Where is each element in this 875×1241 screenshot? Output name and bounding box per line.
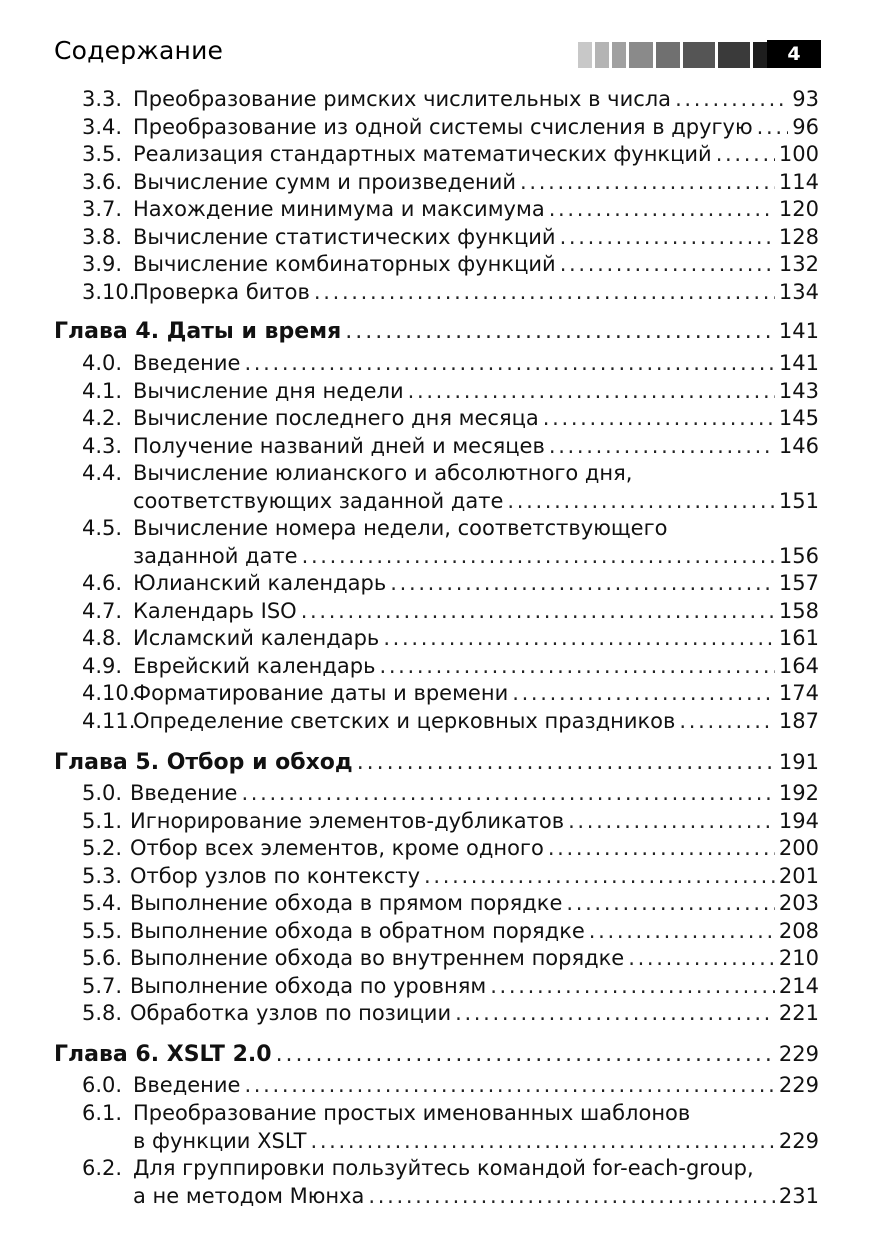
section-title: Выполнение обхода в обратном порядке	[130, 919, 585, 943]
dot-leader	[543, 405, 775, 431]
section-number: 4.5.	[82, 516, 123, 540]
chapter-heading	[54, 318, 819, 345]
dot-leader	[566, 890, 775, 916]
section-number: 3.3.	[82, 87, 123, 111]
page-ref: 229	[778, 1042, 819, 1066]
section-number: 5.0.	[82, 781, 123, 805]
page-ref: 208	[778, 919, 819, 943]
page-ref: 128	[778, 225, 819, 249]
toc-entry	[130, 808, 819, 834]
toc-entry	[133, 433, 819, 459]
page-number: 4	[787, 43, 801, 65]
section-title: Игнорирование элементов-дубликатов	[130, 809, 565, 833]
section-number: 4.11.	[82, 709, 136, 733]
section-title: Для группировки пользуйтесь командой for-each-group,	[133, 1156, 754, 1180]
page-ref: 141	[778, 319, 819, 343]
section-title-continuation: заданной дате	[133, 544, 298, 568]
page-ref: 157	[778, 571, 819, 595]
section-number: 6.0.	[82, 1073, 123, 1097]
header-bar	[578, 42, 592, 68]
section-title: Вычисление комбинаторных функций	[133, 252, 556, 276]
toc-entry	[133, 1183, 819, 1209]
page-ref: 214	[778, 974, 819, 998]
dot-leader	[549, 433, 775, 459]
toc-entry	[130, 890, 819, 916]
section-title: Форматирование даты и времени	[133, 681, 509, 705]
header-bar	[683, 42, 715, 68]
chapter-title: Глава 4. Даты и время	[54, 319, 342, 344]
dot-leader	[241, 780, 774, 806]
toc-entry	[133, 543, 819, 569]
chapter-heading	[54, 749, 819, 776]
page-ref: 143	[778, 379, 819, 403]
toc-entry	[133, 350, 819, 376]
dot-leader	[548, 835, 775, 861]
section-number: 5.1.	[82, 809, 123, 833]
section-number: 6.2.	[82, 1156, 123, 1180]
toc-entry	[130, 863, 819, 889]
section-number: 4.2.	[82, 406, 123, 430]
page-ref: 201	[778, 864, 819, 888]
page-ref: 210	[778, 946, 819, 970]
page-ref: 145	[778, 406, 819, 430]
section-number: 4.6.	[82, 571, 123, 595]
page-ref: 96	[792, 115, 819, 139]
page-ref: 132	[778, 252, 819, 276]
toc-entry	[133, 570, 819, 596]
section-title: Выполнение обхода во внутреннем порядке	[130, 946, 625, 970]
section-number: 3.10.	[82, 280, 136, 304]
section-title-continuation: а не методом Мюнха	[133, 1184, 365, 1208]
header-decorative-bars	[578, 42, 796, 68]
dot-leader	[408, 378, 775, 404]
toc-entry	[133, 279, 819, 305]
toc-entry	[133, 196, 819, 222]
dot-leader	[424, 863, 775, 889]
section-title: Отбор узлов по контексту	[130, 864, 421, 888]
header-bar	[612, 42, 626, 68]
section-number: 3.6.	[82, 170, 123, 194]
toc-entry	[133, 224, 819, 250]
toc-entry	[130, 918, 819, 944]
dot-leader	[390, 570, 775, 596]
section-title: Еврейский календарь	[133, 654, 376, 678]
section-title: Выполнение обхода в прямом порядке	[130, 891, 563, 915]
dot-leader	[244, 350, 774, 376]
section-number: 3.7.	[82, 197, 123, 221]
section-number: 4.9.	[82, 654, 123, 678]
section-number: 5.4.	[82, 891, 123, 915]
section-title: Нахождение минимума и максимума	[133, 197, 545, 221]
page-ref: 164	[778, 654, 819, 678]
section-number: 4.0.	[82, 351, 123, 375]
dot-leader	[507, 488, 775, 514]
section-number: 5.8.	[82, 1001, 123, 1025]
section-title: Вычисление дня недели	[133, 379, 404, 403]
page-ref: 203	[778, 891, 819, 915]
dot-leader	[560, 224, 775, 250]
section-number: 4.7.	[82, 599, 123, 623]
page-ref: 191	[778, 750, 819, 774]
page-ref: 200	[778, 836, 819, 860]
toc-entry	[133, 598, 819, 624]
section-title: Вычисление юлианского и абсолютного дня,	[133, 461, 633, 485]
section-title: Отбор всех элементов, кроме одного	[130, 836, 544, 860]
toc-entry	[133, 141, 819, 167]
chapter-heading	[54, 1041, 819, 1068]
section-number: 3.4.	[82, 115, 123, 139]
section-title: Календарь ISO	[133, 599, 297, 623]
toc-entry	[133, 86, 819, 112]
toc-entry	[133, 251, 819, 277]
page-ref: 156	[778, 544, 819, 568]
page-ref: 151	[778, 489, 819, 513]
toc-entry	[133, 625, 819, 651]
page-ref: 187	[778, 709, 819, 733]
section-title: Введение	[130, 781, 238, 805]
page-ref: 194	[778, 809, 819, 833]
toc-entry	[130, 1000, 819, 1026]
section-title: Юлианский календарь	[133, 571, 387, 595]
dot-leader	[345, 319, 775, 345]
dot-leader	[301, 598, 775, 624]
section-title: Вычисление номера недели, соответствующего	[133, 516, 668, 540]
section-title: Вычисление статистических функций	[133, 225, 556, 249]
dot-leader	[383, 625, 775, 651]
dot-leader	[520, 169, 775, 195]
section-title: Получение названий дней и месяцев	[133, 434, 545, 458]
dot-leader	[549, 196, 775, 222]
dot-leader	[512, 680, 775, 706]
dot-leader	[314, 279, 775, 305]
page-ref: 229	[778, 1073, 819, 1097]
dot-leader	[589, 918, 775, 944]
section-number: 4.10.	[82, 681, 136, 705]
page-ref: 229	[778, 1129, 819, 1153]
toc-entry	[133, 169, 819, 195]
page-ref: 134	[778, 280, 819, 304]
toc-entry	[130, 945, 819, 971]
page-ref: 161	[778, 626, 819, 650]
section-number: 4.3.	[82, 434, 123, 458]
dot-leader	[757, 114, 789, 140]
toc-entry	[133, 708, 819, 734]
dot-leader	[244, 1072, 774, 1098]
page-ref: 114	[778, 170, 819, 194]
toc-entry	[133, 488, 819, 514]
dot-leader	[675, 86, 788, 112]
section-number: 3.5.	[82, 142, 123, 166]
section-title-continuation: в функции XSLT	[133, 1129, 307, 1153]
section-number: 5.5.	[82, 919, 123, 943]
page-ref: 100	[778, 142, 819, 166]
page-ref: 93	[792, 87, 819, 111]
section-number: 5.2.	[82, 836, 123, 860]
section-number: 5.6.	[82, 946, 123, 970]
section-title: Проверка битов	[133, 280, 310, 304]
section-title: Определение светских и церковных праздников	[133, 709, 676, 733]
section-title-continuation: соответствующих заданной дате	[133, 489, 504, 513]
section-title: Обработка узлов по позиции	[130, 1001, 452, 1025]
dot-leader	[455, 1000, 775, 1026]
dot-leader	[568, 808, 775, 834]
page-ref: 146	[778, 434, 819, 458]
section-number: 6.1.	[82, 1101, 123, 1125]
dot-leader	[302, 543, 775, 569]
section-number: 4.1.	[82, 379, 123, 403]
dot-leader	[310, 1128, 774, 1154]
page-ref: 231	[778, 1184, 819, 1208]
dot-leader	[276, 1042, 775, 1068]
toc-entry	[130, 780, 819, 806]
header-bar	[718, 42, 750, 68]
header-bar	[595, 42, 609, 68]
section-title: Введение	[133, 1073, 241, 1097]
toc-entry	[133, 405, 819, 431]
section-title: Преобразование из одной системы счисления в другую	[133, 115, 753, 139]
dot-leader	[679, 708, 774, 734]
toc-entry	[133, 653, 819, 679]
toc-entry	[133, 1128, 819, 1154]
header-title: Содержание	[54, 36, 224, 65]
section-title: Введение	[133, 351, 241, 375]
section-number: 4.4.	[82, 461, 123, 485]
header-bar	[656, 42, 680, 68]
toc-entry	[133, 1072, 819, 1098]
section-number: 3.8.	[82, 225, 123, 249]
chapter-title: Глава 5. Отбор и обход	[54, 750, 353, 775]
section-title: Вычисление сумм и произведений	[133, 170, 517, 194]
page-number-box	[767, 40, 821, 68]
section-title: Вычисление последнего дня месяца	[133, 406, 539, 430]
toc-entry	[130, 835, 819, 861]
page-ref: 174	[778, 681, 819, 705]
section-title: Преобразование простых именованных шаблонов	[133, 1101, 691, 1125]
section-number: 4.8.	[82, 626, 123, 650]
dot-leader	[490, 973, 775, 999]
page-ref: 221	[778, 1001, 819, 1025]
page-header	[54, 36, 821, 72]
header-bar	[629, 42, 653, 68]
section-number: 5.3.	[82, 864, 123, 888]
page-ref: 158	[778, 599, 819, 623]
dot-leader	[628, 945, 775, 971]
section-number: 3.9.	[82, 252, 123, 276]
page-ref: 141	[778, 351, 819, 375]
toc-entry	[133, 378, 819, 404]
page-ref: 192	[778, 781, 819, 805]
dot-leader	[560, 251, 775, 277]
dot-leader	[716, 141, 775, 167]
section-number: 5.7.	[82, 974, 123, 998]
section-title: Преобразование римских числительных в числа	[133, 87, 672, 111]
toc-entry	[133, 114, 819, 140]
section-title: Выполнение обхода по уровням	[130, 974, 487, 998]
dot-leader	[379, 653, 774, 679]
page-ref: 120	[778, 197, 819, 221]
toc-entry	[133, 680, 819, 706]
toc-entry	[130, 973, 819, 999]
dot-leader	[368, 1183, 774, 1209]
dot-leader	[357, 750, 775, 776]
chapter-title: Глава 6. XSLT 2.0	[54, 1042, 272, 1067]
section-title: Исламский календарь	[133, 626, 380, 650]
section-title: Реализация стандартных математических функций	[133, 142, 712, 166]
